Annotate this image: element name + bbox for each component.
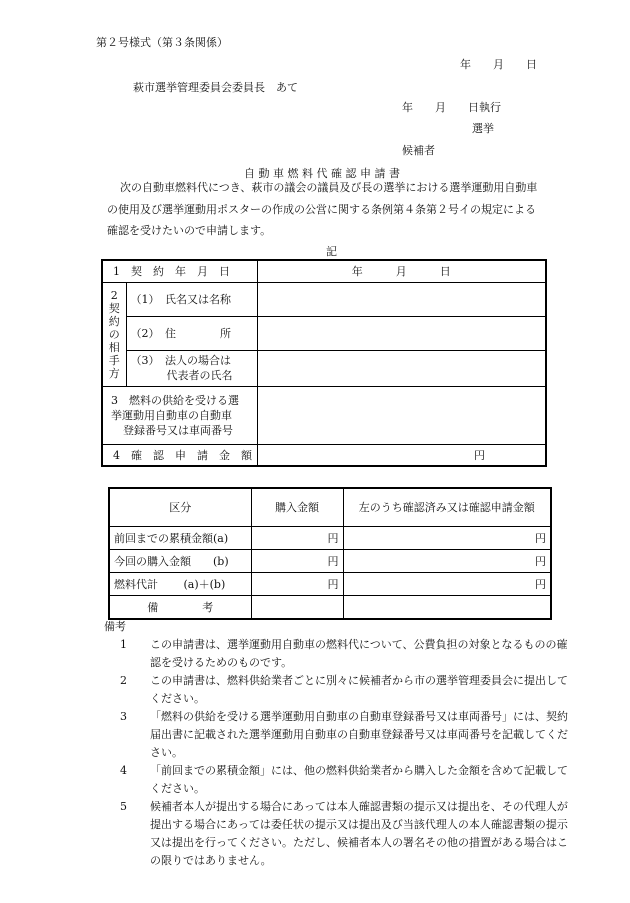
contract-table	[101, 259, 547, 467]
purchase-amount-field[interactable]: 円	[251, 526, 343, 549]
document-title: 自 動 車 燃 料 代 確 認 申 請 書	[244, 167, 400, 180]
confirmed-amount-field[interactable]: 円	[343, 572, 551, 595]
note-item	[104, 708, 574, 762]
submission-date: 年 月 日	[460, 58, 537, 71]
note-text: 「前回までの累積金額」には、他の燃料供給業者から購入した金額を含めて記載してください。	[150, 764, 568, 795]
header-purchase: 購入金額	[251, 488, 343, 526]
party-rep-field[interactable]	[257, 350, 546, 386]
fuel-vehicle-line: 登録番号又は車両番号	[123, 423, 233, 437]
remarks-field[interactable]	[343, 595, 551, 619]
note-number: 4	[120, 764, 127, 777]
note-item	[104, 636, 574, 672]
election-label: 選挙	[472, 122, 494, 135]
party-char: 方	[108, 366, 120, 380]
row-label: 今回の購入金額 (b)	[109, 549, 251, 572]
note-number: 3	[120, 710, 127, 723]
party-rep-line: （3） 法人の場合は	[130, 354, 231, 367]
form-id: 第２号様式（第３条関係）	[96, 36, 228, 49]
addressee: 萩市選挙管理委員会委員長 あて	[133, 81, 298, 94]
party-char: 約	[108, 314, 120, 328]
row-label: 燃料代計 (a)＋(b)	[109, 572, 251, 595]
note-item	[104, 672, 574, 708]
remarks-field[interactable]	[251, 595, 343, 619]
fuel-vehicle-label	[102, 386, 257, 444]
note-text: この申請書は、選挙運動用自動車の燃料代について、公費負担の対象となるものの確認を受けるためのものです。	[150, 638, 568, 669]
election-date: 年 月 日執行	[402, 101, 501, 114]
party-char: 契	[108, 301, 120, 315]
party-address-label: （2） 住 所	[126, 316, 257, 350]
party-rep-line: 代表者の氏名	[166, 369, 233, 382]
party-name-field[interactable]	[257, 282, 546, 316]
note-number: 5	[120, 800, 127, 813]
note-text: 候補者本人が提出する場合にあっては本人確認書類の提示又は提出を、その代理人が提出する場合にあっては委任状の提示又は提出及び当該代理人の本人確認書類の提示又は提出を行ってください。ただし、候補者本人の署名その他の措置がある場合はこの限りではありません。	[150, 800, 568, 867]
purchase-amount-field[interactable]: 円	[251, 572, 343, 595]
note-item	[104, 762, 574, 798]
note-number: 1	[120, 638, 127, 651]
party-address-field[interactable]	[257, 316, 546, 350]
party-char: 相	[108, 340, 120, 354]
remarks-label: 備 考	[109, 595, 251, 619]
intro-line: 次の自動車燃料代につき、萩市の議会の議員及び長の選挙における選挙運動用自動車	[120, 181, 538, 194]
party-name-label: （1） 氏名又は名称	[126, 282, 257, 316]
party-char: 2	[110, 288, 118, 302]
note-number: 2	[120, 674, 127, 687]
party-char: 手	[108, 353, 120, 367]
confirmed-amount-field[interactable]: 円	[343, 549, 551, 572]
fuel-vehicle-line: 3 燃料の供給を受ける選	[111, 393, 239, 407]
confirmed-amount-field[interactable]: 円	[343, 526, 551, 549]
note-text: 「燃料の供給を受ける選挙運動用自動車の自動車登録番号又は車両番号」には、契約届出書に記載された選挙運動用自動車の自動車登録番号又は車両番号を記載してください。	[150, 710, 568, 759]
amount-table	[108, 487, 552, 620]
notes-title: 備考	[104, 620, 126, 633]
fuel-vehicle-line: 挙運動用自動車の自動車	[111, 408, 232, 422]
party-char: の	[108, 327, 120, 341]
intro-line: の使用及び選挙運動用ポスターの作成の公営に関する条例第４条第２号イの規定による	[107, 203, 536, 216]
amount-label: 4 確 認 申 請 金 額	[102, 444, 257, 466]
contract-party-group	[102, 282, 126, 386]
purchase-amount-field[interactable]: 円	[251, 549, 343, 572]
header-confirmed: 左のうち確認済み又は確認申請金額	[343, 488, 551, 526]
contract-date-label: 1 契 約 年 月 日	[102, 260, 257, 282]
table-row	[109, 549, 551, 572]
table-row	[109, 526, 551, 549]
amount-field[interactable]: 円	[257, 444, 546, 466]
note-text: この申請書は、燃料供給業者ごとに別々に候補者から市の選挙管理委員会に提出してください。	[150, 674, 568, 705]
header-category: 区分	[109, 488, 251, 526]
intro-line: 確認を受けたいので申請します。	[107, 224, 272, 237]
vehicle-number-field[interactable]	[257, 386, 546, 444]
ki-label: 記	[326, 245, 337, 258]
notes-section	[104, 618, 574, 870]
note-item	[104, 798, 574, 870]
table-row	[109, 572, 551, 595]
row-label: 前回までの累積金額(a)	[109, 526, 251, 549]
candidate-label: 候補者	[402, 144, 435, 157]
party-rep-label	[126, 350, 257, 386]
contract-date-value[interactable]: 年 月 日	[257, 260, 546, 282]
